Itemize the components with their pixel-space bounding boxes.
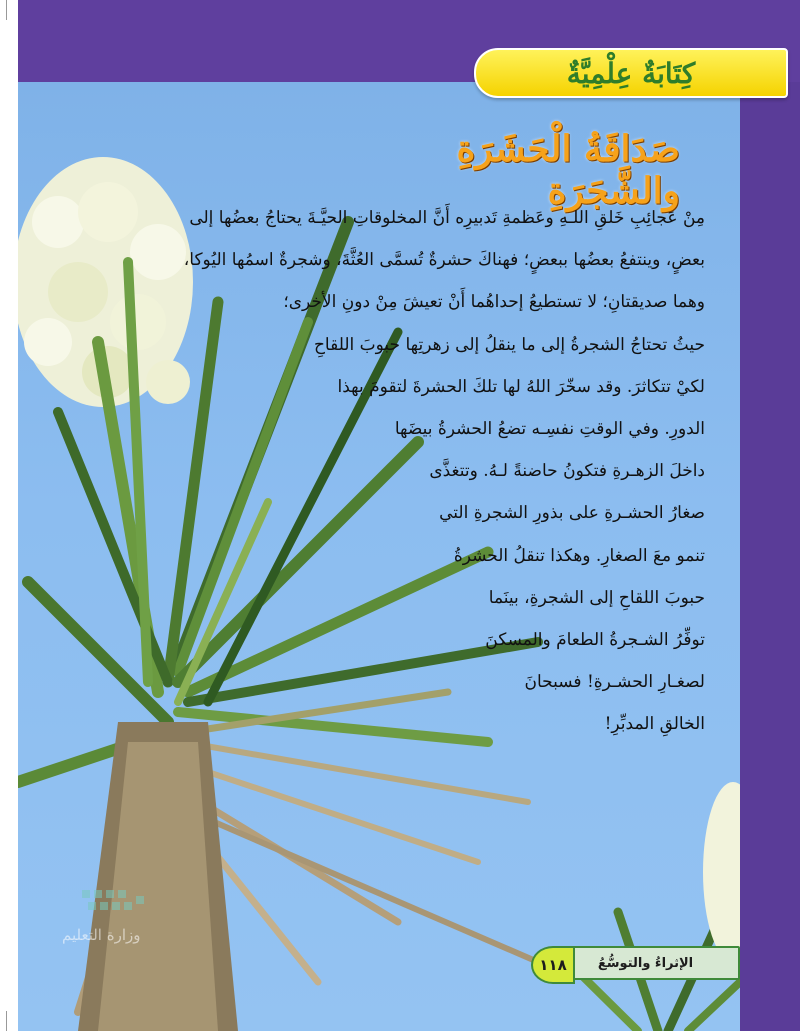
page-footer [539,946,740,980]
paragraph-line: لكيْ تتكاثرَ. وقد سخّرَ اللهُ لها تلكَ الحشرةَ لتقومَ بهذا [337,376,705,397]
paragraph-line: الدورِ. وفي الوقتِ نفسِـه تضعُ الحشرةُ بيضَها [394,418,705,439]
section-banner [474,48,788,98]
paragraph-line: لصغـارِ الحشـرةِ! فسبحانَ [524,672,705,693]
crop-mark [6,0,7,20]
paragraph-line: مِنْ عَجائِبِ خَلقِ اللـهِ وعَظمةِ تَدبيرِه أَنَّ المخلوقاتِ الحيَّـةَ يحتاجُ بعضُها إلى [189,208,705,228]
crop-mark [6,1011,7,1031]
paragraph-line: حبوبَ اللقاحِ إلى الشجرةِ، بينَما [488,587,705,608]
paragraph-line: صغارُ الحشـرةِ على بذورِ الشجرةِ التي [439,503,705,524]
paragraph-line: داخلَ الزهـرةِ فتكونُ حاضنةً لـهُ. وتتغذَّى [429,461,705,482]
paragraph-line: توفِّرُ الشـجرةُ الطعامَ والمسكنَ [485,629,705,650]
ministry-logo-watermark [22,886,172,956]
footer-section-label: الإثراءُ والتوسُّعُ [597,955,694,971]
paragraph-line: تنمو معَ الصغارِ. وهكذا تنقلُ الحشرةُ [453,545,705,566]
ministry-logo-text: وزارة التعليم [62,926,141,944]
paragraph-line: بعضٍ، وينتفعُ بعضُها ببعضٍ؛ فهناكَ حشرةٌ تُسمَّى العُثَّةَ، وشجرةٌ اسمُها اليُوكا، [183,250,705,271]
side-color-band [740,82,800,1031]
section-banner-label: كِتَابَةٌ عِلْمِيَّةٌ [566,56,696,90]
paragraph-line: حيثُ تحتاجُ الشجرةُ إلى ما ينقلُ إلى زهرتِها حبوبَ اللقاحِ [313,334,705,355]
ministry-logo-icon [22,886,172,926]
paragraph-line: وهما صديقتانِ؛ لا تستطيعُ إحداهُما أَنْ تعيشَ مِنْ دونِ الأخرى؛ [283,292,705,313]
paragraph-line: الخالقِ المدبِّرِ! [604,714,705,735]
page-number: ١١٨ [531,946,575,984]
story-title: صَدَاقَةُ الْحَشَرَةِ والشَّجَرَةِ [456,128,680,212]
story-paragraph [184,197,705,745]
